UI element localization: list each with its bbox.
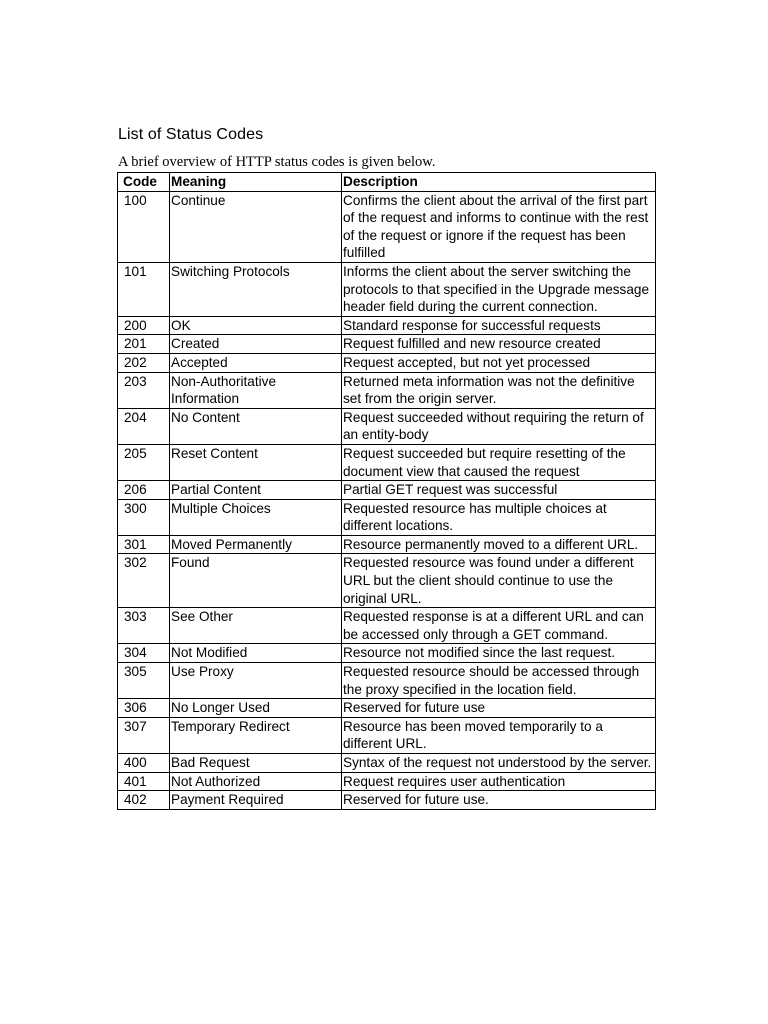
code-cell: 101 xyxy=(118,262,170,316)
code-cell: 400 xyxy=(118,754,170,773)
table-row xyxy=(118,408,656,444)
meaning-cell: Not Authorized xyxy=(170,772,342,791)
meaning-cell: Payment Required xyxy=(170,791,342,810)
table-row xyxy=(118,699,656,718)
description-cell: Standard response for successful requests xyxy=(342,316,656,335)
meaning-cell: Multiple Choices xyxy=(170,499,342,535)
code-cell: 307 xyxy=(118,717,170,753)
code-cell: 200 xyxy=(118,316,170,335)
code-cell: 203 xyxy=(118,372,170,408)
meaning-cell: Use Proxy xyxy=(170,663,342,699)
meaning-cell: See Other xyxy=(170,608,342,644)
table-row xyxy=(118,481,656,500)
meaning-cell: No Longer Used xyxy=(170,699,342,718)
description-cell: Returned meta information was not the definitive set from the origin server. xyxy=(342,372,656,408)
code-cell: 206 xyxy=(118,481,170,500)
description-cell: Partial GET request was successful xyxy=(342,481,656,500)
description-cell: Request accepted, but not yet processed xyxy=(342,353,656,372)
meaning-cell: Created xyxy=(170,335,342,354)
meaning-cell: Switching Protocols xyxy=(170,262,342,316)
meaning-cell: Moved Permanently xyxy=(170,535,342,554)
table-row xyxy=(118,262,656,316)
code-cell: 302 xyxy=(118,554,170,608)
column-header-description: Description xyxy=(342,173,656,192)
meaning-cell: Found xyxy=(170,554,342,608)
column-header-code: Code xyxy=(118,173,170,192)
intro-text: A brief overview of HTTP status codes is given below. xyxy=(118,154,436,170)
code-cell: 304 xyxy=(118,644,170,663)
code-cell: 306 xyxy=(118,699,170,718)
table-row xyxy=(118,316,656,335)
table-row xyxy=(118,791,656,810)
description-cell: Requested resource has multiple choices at different locations. xyxy=(342,499,656,535)
description-cell: Resource not modified since the last request. xyxy=(342,644,656,663)
description-cell: Resource permanently moved to a different URL. xyxy=(342,535,656,554)
code-cell: 205 xyxy=(118,444,170,480)
code-cell: 201 xyxy=(118,335,170,354)
description-cell: Confirms the client about the arrival of the first part of the request and informs to continue with the rest of the request or ignore if the request has been fulfilled xyxy=(342,191,656,262)
meaning-cell: Continue xyxy=(170,191,342,262)
code-cell: 202 xyxy=(118,353,170,372)
code-cell: 300 xyxy=(118,499,170,535)
table-row xyxy=(118,644,656,663)
meaning-cell: Reset Content xyxy=(170,444,342,480)
table-body xyxy=(118,191,656,809)
table-row xyxy=(118,535,656,554)
meaning-cell: Accepted xyxy=(170,353,342,372)
code-cell: 301 xyxy=(118,535,170,554)
meaning-cell: Bad Request xyxy=(170,754,342,773)
page-title: List of Status Codes xyxy=(118,126,264,143)
column-header-meaning: Meaning xyxy=(170,173,342,192)
code-cell: 100 xyxy=(118,191,170,262)
description-cell: Request succeeded without requiring the return of an entity-body xyxy=(342,408,656,444)
code-cell: 401 xyxy=(118,772,170,791)
table-row xyxy=(118,372,656,408)
table-row xyxy=(118,353,656,372)
code-cell: 305 xyxy=(118,663,170,699)
meaning-cell: Non-Authoritative Information xyxy=(170,372,342,408)
table-row xyxy=(118,191,656,262)
code-cell: 402 xyxy=(118,791,170,810)
meaning-cell: Not Modified xyxy=(170,644,342,663)
status-codes-table xyxy=(117,172,656,810)
description-cell: Informs the client about the server switching the protocols to that specified in the Upgrade message header field during the current connection. xyxy=(342,262,656,316)
code-cell: 303 xyxy=(118,608,170,644)
description-cell: Requested resource should be accessed through the proxy specified in the location field. xyxy=(342,663,656,699)
table-header-row xyxy=(118,173,656,192)
code-cell: 204 xyxy=(118,408,170,444)
table-row xyxy=(118,444,656,480)
table-row xyxy=(118,772,656,791)
meaning-cell: Partial Content xyxy=(170,481,342,500)
table-row xyxy=(118,608,656,644)
table-row xyxy=(118,554,656,608)
description-cell: Request succeeded but require resetting of the document view that caused the request xyxy=(342,444,656,480)
table-row xyxy=(118,335,656,354)
meaning-cell: OK xyxy=(170,316,342,335)
description-cell: Request fulfilled and new resource created xyxy=(342,335,656,354)
description-cell: Resource has been moved temporarily to a different URL. xyxy=(342,717,656,753)
table-row xyxy=(118,754,656,773)
description-cell: Requested response is at a different URL and can be accessed only through a GET command. xyxy=(342,608,656,644)
table-row xyxy=(118,717,656,753)
description-cell: Request requires user authentication xyxy=(342,772,656,791)
table-row xyxy=(118,663,656,699)
description-cell: Syntax of the request not understood by the server. xyxy=(342,754,656,773)
meaning-cell: Temporary Redirect xyxy=(170,717,342,753)
description-cell: Reserved for future use xyxy=(342,699,656,718)
description-cell: Requested resource was found under a different URL but the client should continue to use the original URL. xyxy=(342,554,656,608)
meaning-cell: No Content xyxy=(170,408,342,444)
table-row xyxy=(118,499,656,535)
description-cell: Reserved for future use. xyxy=(342,791,656,810)
